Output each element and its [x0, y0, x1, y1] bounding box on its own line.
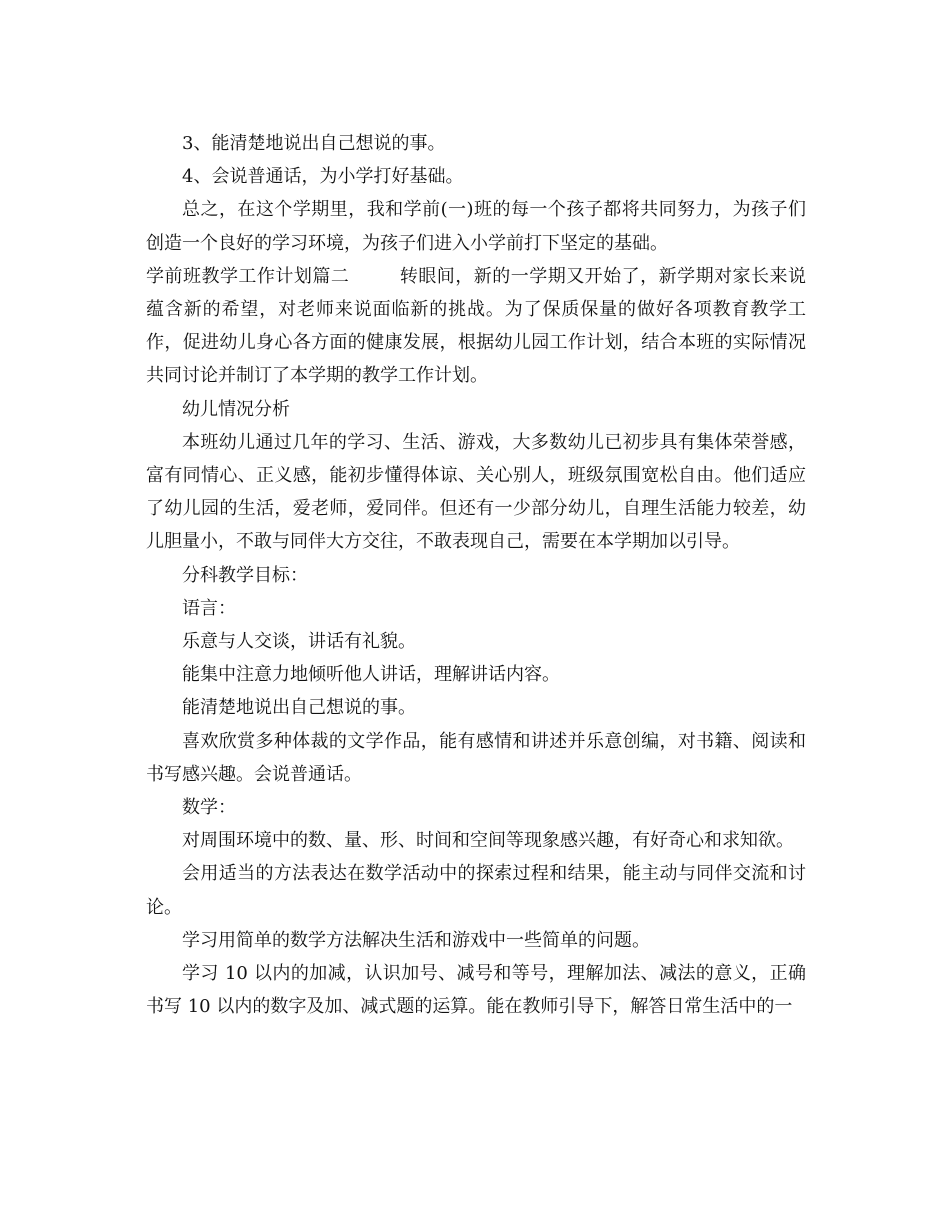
- subheading: 分科教学目标：: [182, 564, 308, 586]
- paragraph: 3、能清楚地说出自己想说的事。: [182, 133, 446, 154]
- paragraph: 学习 10 以内的加减，认识加号、减号和等号，理解加法、减法的意义，正确书写 10 以内的数字及加、减式题的运算。能在教师引导下，解答日常生活中的一: [146, 963, 806, 1018]
- paragraph: 对周围环境中的数、量、形、时间和空间等现象感兴趣，有好奇心和求知欲。: [182, 830, 794, 852]
- paragraph: 4、会说普通话，为小学打好基础。: [182, 166, 464, 188]
- section-title: 学前班教学工作计划篇二: [146, 265, 350, 287]
- subheading: 幼儿情况分析: [182, 398, 290, 420]
- paragraph: 能集中注意力地倾听他人讲话，理解讲话内容。: [182, 664, 560, 686]
- paragraph: 学习用简单的数学方法解决生活和游戏中一些简单的问题。: [182, 929, 650, 951]
- paragraph: 总之，在这个学期里，我和学前(一)班的每一个孩子都将共同努力，为孩子们创造一个良好的学习环境，为孩子们进入小学前打下坚定的基础。: [146, 199, 806, 254]
- paragraph: 乐意与人交谈，讲话有礼貌。: [182, 631, 416, 653]
- subheading: 数学：: [182, 797, 236, 819]
- paragraph: 能清楚地说出自己想说的事。: [182, 697, 416, 719]
- section-intro: 转眼间，新的一学期又开始了，新学期对家长来说蕴含新的希望，对老师来说面临新的挑战。为了保质保量的做好各项教育教学工作，促进幼儿身心各方面的健康发展，根据幼儿园工作计划，结合本班的实际情况共同讨论并制订了本学期的教学工作计划。: [146, 265, 807, 387]
- paragraph: 本班幼儿通过几年的学习、生活、游戏，大多数幼儿已初步具有集体荣誉感，富有同情心、正义感，能初步懂得体谅、关心别人，班级氛围宽松自由。他们适应了幼儿园的生活，爱老师，爱同伴。但还有一少部分幼儿，自理生活能力较差，幼儿胆量小，不敢与同伴大方交往，不敢表现自己，需要在本学期加以引导。: [146, 431, 806, 553]
- section-paragraph: [146, 260, 806, 393]
- paragraph: 喜欢欣赏多种体裁的文学作品，能有感情和讲述并乐意创编，对书籍、阅读和书写感兴趣。会说普通话。: [146, 730, 806, 785]
- document-body: [146, 127, 806, 1023]
- subheading: 语言：: [182, 597, 236, 619]
- paragraph: 会用适当的方法表达在数学活动中的探索过程和结果，能主动与同伴交流和讨论。: [146, 863, 806, 918]
